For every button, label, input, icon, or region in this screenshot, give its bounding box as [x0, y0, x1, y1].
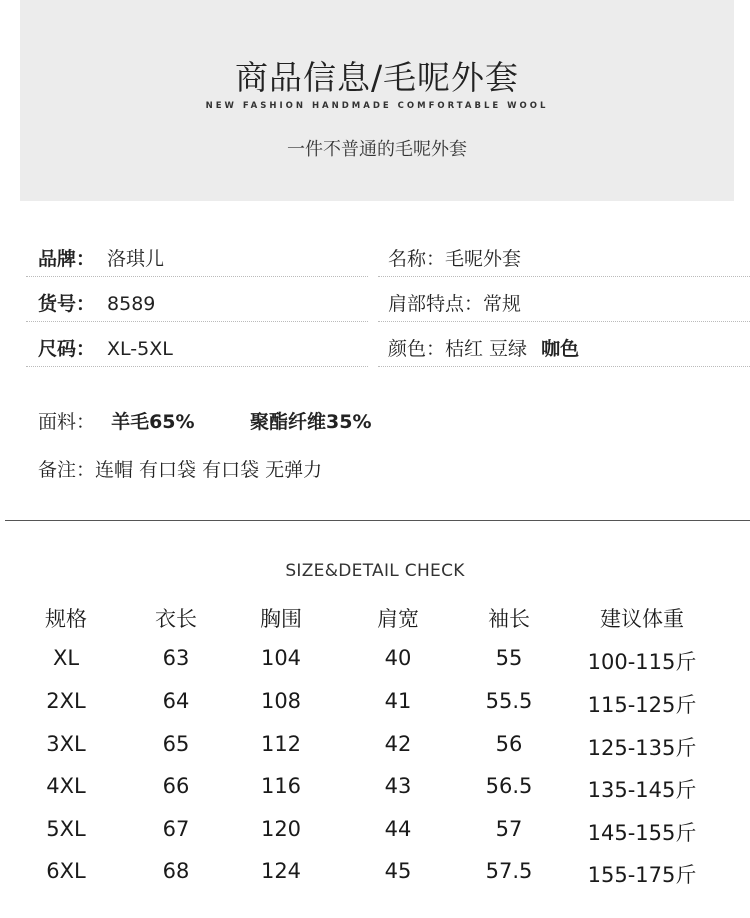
- info-brand: [38, 244, 164, 271]
- dotted-divider: [26, 366, 368, 367]
- info-item-number: [38, 289, 155, 316]
- banner-subtitle: NEW FASHION HANDMADE COMFORTABLE WOOL: [205, 101, 549, 111]
- size-table-cell: 104: [260, 646, 302, 670]
- notes-line: [38, 455, 322, 482]
- size-header-cell: 规格: [45, 607, 87, 631]
- section-divider: [5, 520, 750, 521]
- info-shoulder: [388, 289, 521, 316]
- size-table-cell: 57: [495, 817, 523, 841]
- dotted-divider: [378, 366, 750, 367]
- info-label: 尺码：: [38, 338, 96, 360]
- size-table-cell: 44: [384, 817, 412, 841]
- info-value-bold: 咖色: [541, 338, 580, 360]
- size-table-cell: 115-125斤: [587, 693, 697, 717]
- size-table-cell: 116: [260, 774, 302, 798]
- size-table-cell: 55: [495, 646, 523, 670]
- dotted-divider: [378, 276, 750, 277]
- size-table-cell: XL: [52, 646, 80, 670]
- size-table-cell: 40: [384, 646, 412, 670]
- size-table-cell: 66: [162, 774, 190, 798]
- dotted-divider: [26, 276, 368, 277]
- info-value: 8589: [107, 293, 156, 315]
- product-info-banner: [20, 0, 734, 201]
- size-table-cell: 120: [260, 817, 302, 841]
- size-table-cell: 56.5: [485, 774, 533, 798]
- info-label: 品牌：: [38, 248, 96, 270]
- dotted-divider: [26, 321, 368, 322]
- notes-label: 备注：: [38, 459, 96, 481]
- size-table-cell: 108: [260, 689, 302, 713]
- info-value: 洛琪儿: [107, 248, 165, 270]
- size-table-cell: 3XL: [46, 732, 86, 756]
- size-table-cell: 41: [384, 689, 412, 713]
- size-header-cell: 袖长: [488, 607, 530, 631]
- size-table-cell: 5XL: [46, 817, 86, 841]
- size-header-cell: 建议体重: [600, 607, 684, 631]
- info-label: 名称：: [388, 248, 446, 270]
- info-label: 肩部特点：: [388, 293, 484, 315]
- size-table-cell: 68: [162, 859, 190, 883]
- fabric-label: 面料：: [38, 411, 96, 433]
- size-table-cell: 67: [162, 817, 190, 841]
- size-table-cell: 64: [162, 689, 190, 713]
- size-table-title: SIZE&DETAIL CHECK: [285, 561, 465, 581]
- size-header-cell: 肩宽: [377, 607, 419, 631]
- fabric-polyester: [250, 407, 371, 434]
- info-size-range: [38, 334, 173, 361]
- fabric-line: [38, 407, 195, 434]
- size-table-cell: 4XL: [46, 774, 86, 798]
- size-table-cell: 6XL: [46, 859, 86, 883]
- size-table-cell: 100-115斤: [587, 650, 697, 674]
- fabric-polyester-text: 聚酯纤维35%: [250, 411, 372, 433]
- size-table-cell: 45: [384, 859, 412, 883]
- size-table-cell: 55.5: [485, 689, 533, 713]
- size-header-cell: 衣长: [155, 607, 197, 631]
- info-value: 桔红 豆绿: [445, 338, 528, 360]
- size-table-cell: 112: [260, 732, 302, 756]
- info-value: 常规: [483, 293, 522, 315]
- size-table-cell: 135-145斤: [587, 778, 697, 802]
- size-table-cell: 145-155斤: [587, 821, 697, 845]
- info-value: XL-5XL: [107, 338, 173, 360]
- size-table-cell: 2XL: [46, 689, 86, 713]
- info-value: 毛呢外套: [445, 248, 522, 270]
- size-header-cell: 胸围: [260, 607, 302, 631]
- banner-title: 商品信息/毛呢外套: [234, 58, 520, 97]
- size-table-cell: 155-175斤: [587, 863, 697, 887]
- size-table-cell: 65: [162, 732, 190, 756]
- info-label: 颜色：: [388, 338, 446, 360]
- info-color: [388, 334, 579, 361]
- size-table-cell: 125-135斤: [587, 736, 697, 760]
- size-table-cell: 124: [260, 859, 302, 883]
- size-table-cell: 57.5: [485, 859, 533, 883]
- size-table-cell: 42: [384, 732, 412, 756]
- size-table-cell: 56: [495, 732, 523, 756]
- dotted-divider: [378, 321, 750, 322]
- notes-value: 连帽 有口袋 有口袋 无弹力: [95, 459, 323, 481]
- banner-tagline: 一件不普通的毛呢外套: [287, 139, 467, 160]
- info-name: [388, 244, 521, 271]
- info-label: 货号：: [38, 293, 96, 315]
- size-table-cell: 43: [384, 774, 412, 798]
- size-table-cell: 63: [162, 646, 190, 670]
- fabric-wool: 羊毛65%: [111, 411, 195, 433]
